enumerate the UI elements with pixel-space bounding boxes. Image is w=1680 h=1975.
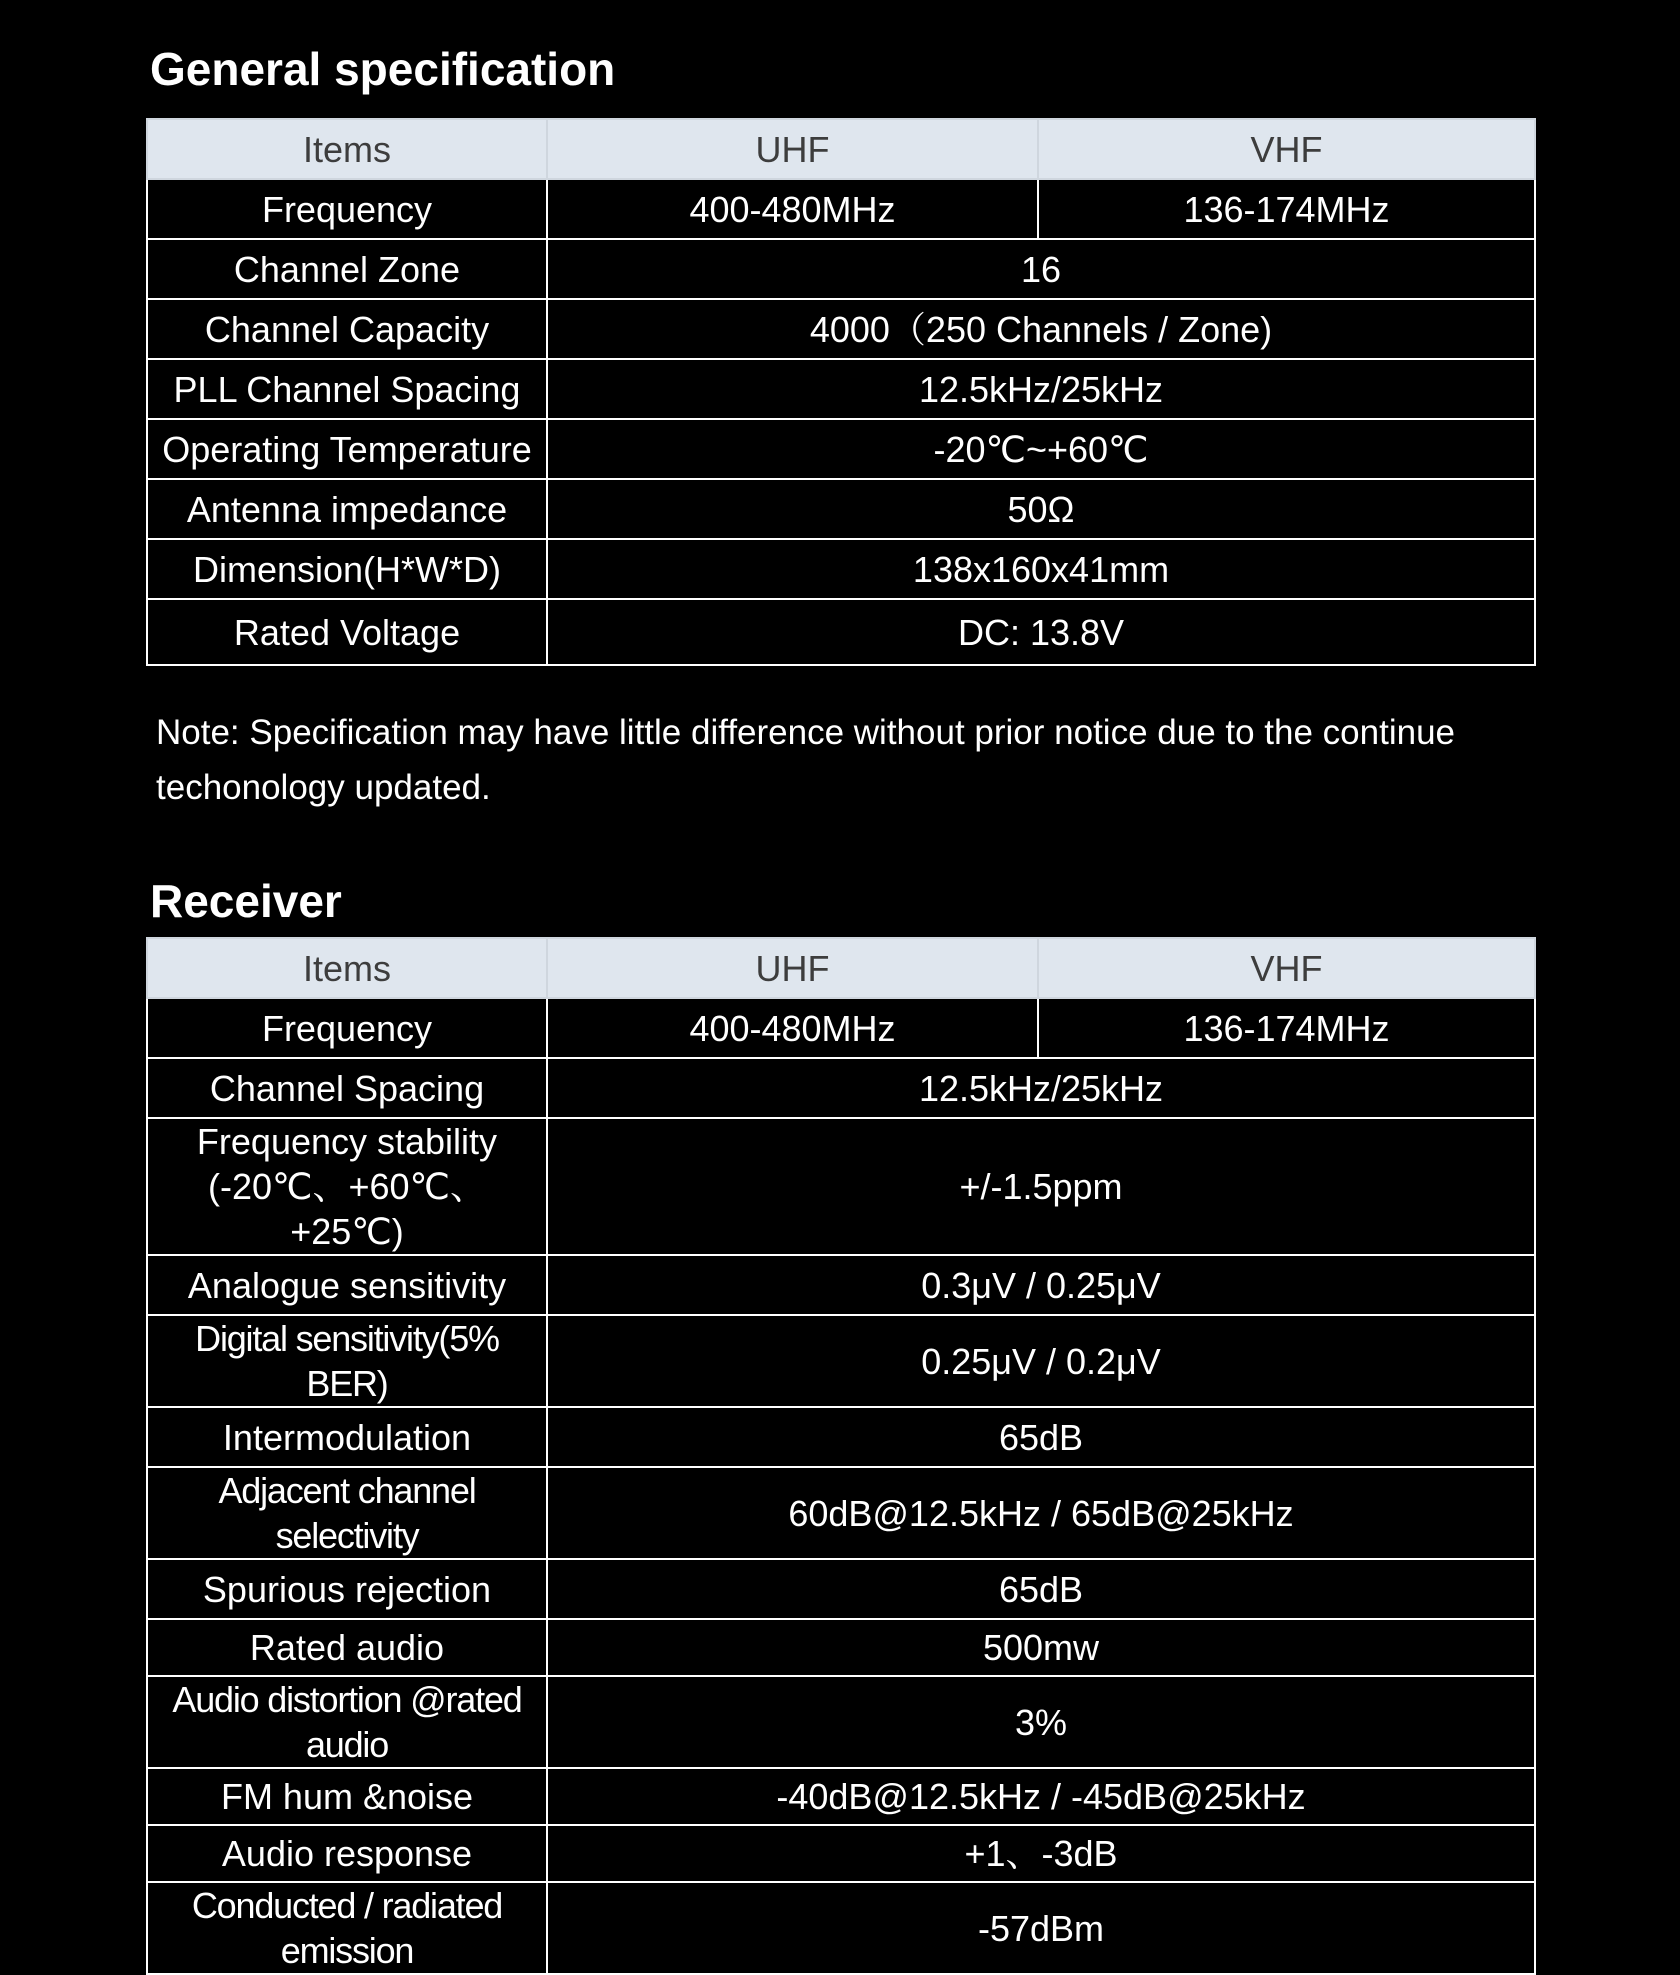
header-uhf: UHF [547,119,1038,179]
item-cell: FM hum &noise [147,1768,547,1825]
table-row [147,1619,1535,1676]
value-cell: 138x160x41mm [547,539,1535,599]
item-cell: Rated Voltage [147,599,547,665]
table-row [147,1676,1535,1768]
section-title-general-specification: General specification [150,43,616,95]
item-cell: Digital sensitivity(5% BER) [147,1315,547,1407]
item-cell: Rated audio [147,1619,547,1676]
table-row [147,179,1535,239]
item-cell: Channel Spacing [147,1058,547,1118]
value-cell: 65dB [547,1559,1535,1619]
item-cell: Channel Zone [147,239,547,299]
vhf-value-cell: 136-174MHz [1038,998,1535,1058]
value-cell: 16 [547,239,1535,299]
table-row [147,479,1535,539]
table-row [147,599,1535,665]
section-title-receiver: Receiver [150,875,342,927]
value-cell: 0.25μV / 0.2μV [547,1315,1535,1407]
table-row [147,1058,1535,1118]
receiver-table [146,937,1536,1975]
header-items: Items [147,119,547,179]
item-cell: Antenna impedance [147,479,547,539]
table-row [147,299,1535,359]
header-uhf: UHF [547,938,1038,998]
specification-note: Note: Specification may have little difference without prior notice due to the continue techonology updated. [156,713,1455,807]
table-row [147,998,1535,1058]
value-cell: 4000（250 Channels / Zone) [547,299,1535,359]
item-cell: Audio response [147,1825,547,1882]
item-cell-line-1: Frequency stability [196,1121,498,1162]
table-row [147,1768,1535,1825]
item-cell: Frequency [147,998,547,1058]
value-cell: 60dB@12.5kHz / 65dB@25kHz [547,1467,1535,1559]
value-cell: 50Ω [547,479,1535,539]
header-vhf: VHF [1038,119,1535,179]
table-row [147,419,1535,479]
value-cell: +/-1.5ppm [547,1118,1535,1255]
item-cell: Operating Temperature [147,419,547,479]
item-cell: Dimension(H*W*D) [147,539,547,599]
value-cell: +1、-3dB [547,1825,1535,1882]
value-cell: 12.5kHz/25kHz [547,1058,1535,1118]
uhf-value-cell: 400-480MHz [547,998,1038,1058]
value-cell: -57dBm [547,1882,1535,1974]
value-cell: 0.3μV / 0.25μV [547,1255,1535,1315]
table-row [147,1118,1535,1255]
header-items: Items [147,938,547,998]
table-row [147,1559,1535,1619]
vhf-value-cell: 136-174MHz [1038,179,1535,239]
value-cell: -20℃~+60℃ [547,419,1535,479]
item-cell: Frequency [147,179,547,239]
table-row [147,1467,1535,1559]
table-row [147,1825,1535,1882]
value-cell: -40dB@12.5kHz / -45dB@25kHz [547,1768,1535,1825]
item-cell [147,1118,547,1255]
table-row [147,239,1535,299]
item-cell: Analogue sensitivity [147,1255,547,1315]
value-cell: DC: 13.8V [547,599,1535,665]
item-cell: PLL Channel Spacing [147,359,547,419]
item-cell: Audio distortion @rated audio [147,1676,547,1768]
table-header-row [147,119,1535,179]
item-cell: Conducted / radiated emission [147,1882,547,1974]
item-cell: Intermodulation [147,1407,547,1467]
value-cell: 500mw [547,1619,1535,1676]
uhf-value-cell: 400-480MHz [547,179,1038,239]
table-row [147,1255,1535,1315]
item-cell: Adjacent channel selectivity [147,1467,547,1559]
table-row [147,359,1535,419]
item-cell: Spurious rejection [147,1559,547,1619]
item-cell: Channel Capacity [147,299,547,359]
table-row [147,1315,1535,1407]
item-cell-line-2: (-20℃、+60℃、+25℃) [208,1166,486,1252]
value-cell: 12.5kHz/25kHz [547,359,1535,419]
value-cell: 3% [547,1676,1535,1768]
header-vhf: VHF [1038,938,1535,998]
value-cell: 65dB [547,1407,1535,1467]
table-row [147,1407,1535,1467]
general-specification-table [146,118,1536,666]
table-header-row [147,938,1535,998]
table-row [147,539,1535,599]
